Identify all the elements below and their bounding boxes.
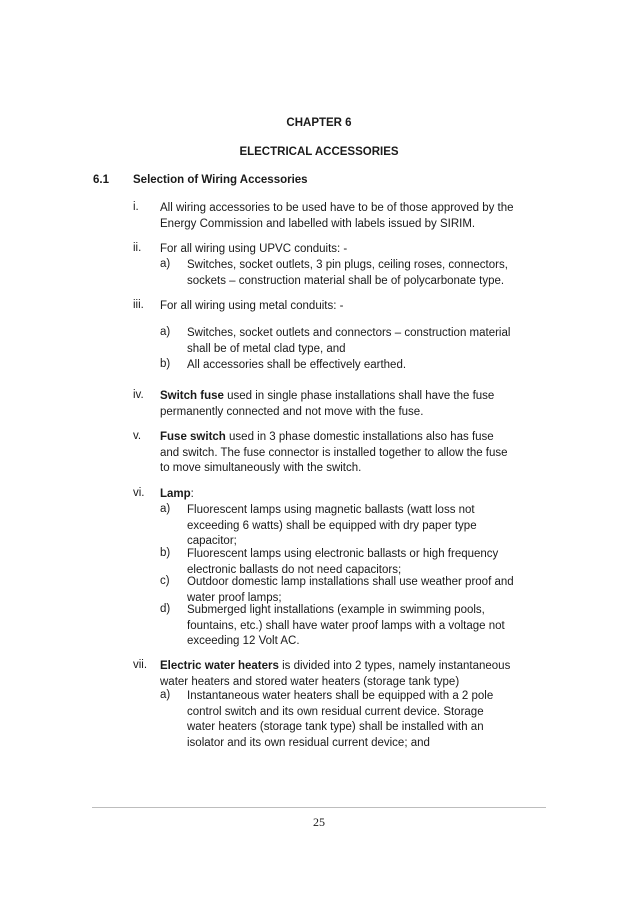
item-number: iv. — [133, 389, 144, 401]
chapter-heading: CHAPTER 6 — [286, 117, 352, 129]
sub-item-label: d) — [160, 603, 171, 615]
sub-item-label: a) — [160, 326, 171, 338]
footer-divider — [92, 807, 546, 808]
item-text: For all wiring using metal conduits: - — [160, 300, 344, 312]
text-line — [160, 430, 546, 446]
sub-item-text — [187, 258, 546, 289]
sub-item-text — [187, 547, 546, 578]
text-line — [160, 389, 546, 405]
item-text — [160, 659, 546, 690]
text-line: fountains, etc.) shall have water proof lamps with a voltage not — [187, 619, 505, 632]
text-line: control switch and its own residual current device. Storage — [187, 705, 484, 718]
text-line: Instantaneous water heaters shall be equipped with a 2 pole — [187, 690, 494, 702]
text-line: capacitor; — [187, 535, 237, 548]
item-text — [160, 430, 546, 477]
item-number: v. — [133, 430, 142, 442]
text-line: All wiring accessories to be used have to be of those approved by the — [160, 202, 514, 214]
bold-term: Electric water heaters — [160, 660, 279, 672]
sub-item-label: a) — [160, 258, 171, 270]
text-line: isolator and its own residual current device; and — [187, 736, 430, 749]
page-number: 25 — [313, 815, 325, 829]
bold-term: Lamp — [160, 488, 191, 500]
section-number: 6.1 — [93, 174, 109, 186]
sub-item-text — [187, 358, 546, 374]
text-line: sockets – construction material shall be of polycarbonate type. — [187, 274, 505, 287]
text-fragment: : — [190, 488, 194, 500]
item-number: i. — [133, 201, 139, 213]
bold-term: Switch fuse — [160, 390, 224, 402]
sub-item-label: a) — [160, 689, 171, 701]
sub-item-text — [187, 575, 546, 606]
item-text: For all wiring using UPVC conduits: - — [160, 243, 348, 255]
text-line: Fluorescent lamps using electronic ballasts or high frequency — [187, 548, 499, 560]
text-line: All accessories shall be effectively earthed. — [187, 359, 407, 371]
text-line: to move simultaneously with the switch. — [160, 462, 362, 475]
text-line: Outdoor domestic lamp installations shall use weather proof and — [187, 576, 514, 588]
text-line: permanently connected and not move with the fuse. — [160, 405, 424, 418]
sub-item-label: b) — [160, 358, 171, 370]
item-number: ii. — [133, 242, 142, 254]
sub-item-text — [187, 503, 546, 550]
item-text — [160, 389, 546, 420]
text-line: Switches, socket outlets and connectors – construction material — [187, 327, 511, 339]
text-line: water heaters and stored water heaters (storage tank type) — [160, 675, 460, 688]
chapter-title: ELECTRICAL ACCESSORIES — [239, 146, 399, 158]
text-fragment: is divided into 2 types, namely instantaneous — [278, 660, 511, 672]
text-line: water heaters (storage tank type) shall be installed with an — [187, 721, 484, 734]
sub-item-label: a) — [160, 503, 171, 515]
text-line: shall be of metal clad type, and — [187, 342, 346, 355]
text-line: and switch. The fuse connector is installed together to allow the fuse — [160, 446, 508, 459]
text-line: Submerged light installations (example in swimming pools, — [187, 604, 485, 616]
section-title: Selection of Wiring Accessories — [133, 174, 308, 186]
sub-item-label: b) — [160, 547, 171, 559]
text-line: Energy Commission and labelled with labels issued by SIRIM. — [160, 217, 476, 230]
bold-term: Fuse switch — [160, 431, 226, 443]
text-line: Switches, socket outlets, 3 pin plugs, ceiling roses, connectors, — [187, 259, 508, 271]
item-number: vi. — [133, 487, 145, 499]
item-number: iii. — [133, 299, 144, 311]
text-line: exceeding 6 watts) shall be equipped with dry paper type — [187, 519, 477, 532]
sub-item-text — [187, 689, 546, 751]
text-line: electronic ballasts do not need capacitors; — [187, 563, 402, 576]
text-fragment: used in 3 phase domestic installations also has fuse — [225, 431, 494, 443]
item-text — [160, 487, 546, 503]
text-line — [160, 659, 546, 675]
sub-item-text — [187, 603, 546, 650]
text-fragment: used in single phase installations shall have the fuse — [223, 390, 495, 402]
item-text — [160, 201, 546, 232]
text-line: exceeding 12 Volt AC. — [187, 635, 300, 648]
item-number: vii. — [133, 659, 148, 671]
sub-item-text — [187, 326, 546, 357]
sub-item-label: c) — [160, 575, 170, 587]
text-line: Fluorescent lamps using magnetic ballasts (watt loss not — [187, 504, 475, 516]
text-line: water proof lamps; — [187, 591, 282, 604]
